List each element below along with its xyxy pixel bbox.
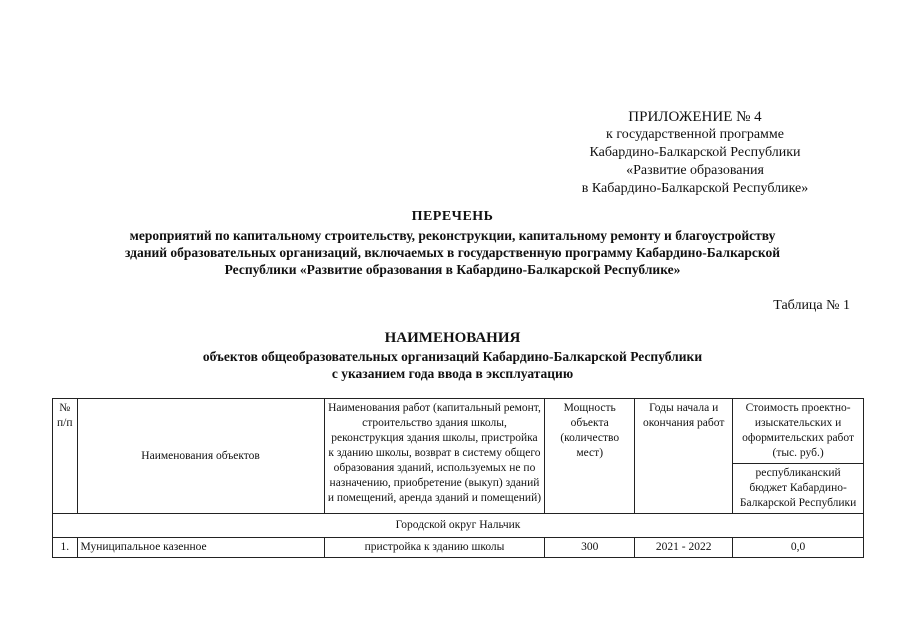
appendix-title: ПРИЛОЖЕНИЕ № 4 (628, 109, 762, 125)
list-subtitle-line: Республики «Развитие образования в Кабардино-Балкарской Республике» (224, 262, 681, 277)
header-capacity: Мощность объекта (количество мест) (545, 399, 635, 514)
table-group-row (53, 514, 864, 538)
appendix-line: Кабардино-Балкарской Республики (589, 145, 801, 160)
names-title-block (40, 330, 865, 382)
list-title-block (40, 208, 865, 278)
names-subtitle-line: объектов общеобразовательных организаций Кабардино-Балкарской Республики (202, 349, 703, 364)
cell-capacity: 300 (545, 538, 635, 558)
names-heading: НАИМЕНОВАНИЯ (384, 330, 521, 346)
names-subtitle-line: с указанием года ввода в эксплуатацию (331, 366, 574, 381)
header-works: Наименования работ (капитальный ремонт, строительство здания школы, реконструкция здания школы, пристройка к зданию школы, возврат в систему общего образования зданий, используемых не по назначению, приобретение (выкуп) зданий и помещений, аренда зданий и помещений) (324, 399, 545, 514)
cell-cost: 0,0 (733, 538, 864, 558)
cell-years: 2021 - 2022 (635, 538, 733, 558)
table-row (53, 538, 864, 558)
cell-object: Муниципальное казенное (77, 538, 324, 558)
header-number: № п/п (53, 399, 78, 514)
table-header-row (53, 399, 864, 464)
header-budget: республиканский бюджет Кабардино-Балкарской Республики (733, 464, 864, 514)
objects-table (52, 398, 864, 558)
header-cost: Стоимость проектно-изыскательских и оформительских работ (тыс. руб.) (733, 399, 864, 464)
cell-works: пристройка к зданию школы (324, 538, 545, 558)
group-label: Городской округ Нальчик (53, 514, 864, 538)
list-subtitle-line: зданий образовательных организаций, включаемых в государственную программу Кабардино-Балкарской (124, 245, 781, 260)
header-object: Наименования объектов (77, 399, 324, 514)
appendix-block (540, 108, 850, 198)
appendix-line: в Кабардино-Балкарской Республике» (581, 181, 809, 196)
list-subtitle-line: мероприятий по капитальному строительству, реконструкции, капитальному ремонту и благоустройству (129, 228, 776, 243)
appendix-line: «Развитие образования (626, 163, 764, 178)
table-number: Таблица № 1 (773, 298, 850, 313)
cell-number: 1. (53, 538, 78, 558)
list-heading: ПЕРЕЧЕНЬ (411, 209, 494, 224)
header-years: Годы начала и окончания работ (635, 399, 733, 514)
appendix-line: к государственной программе (606, 127, 784, 142)
